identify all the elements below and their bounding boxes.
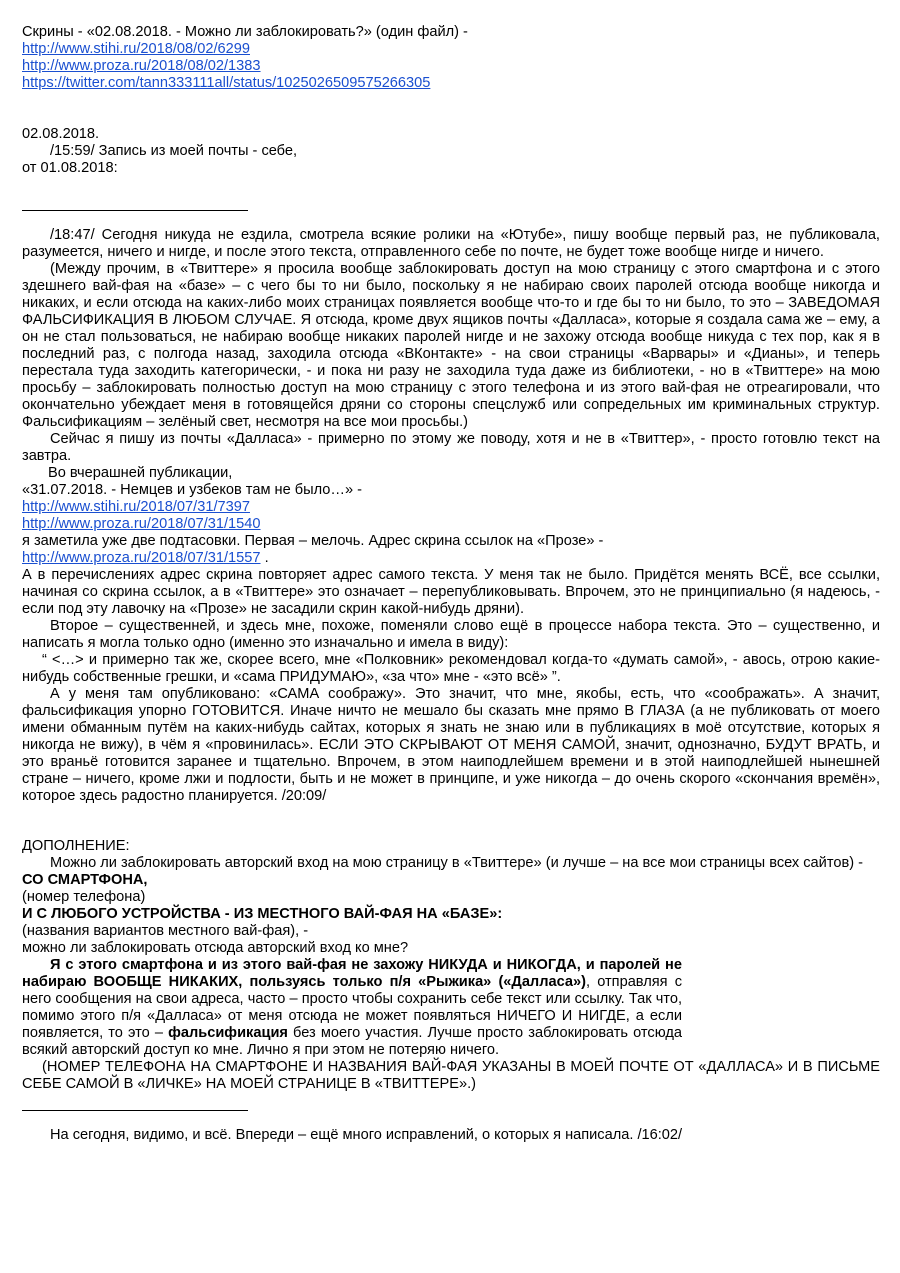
bold-line: СО СМАРТФОНА, xyxy=(22,872,148,888)
intro-line: /15:59/ Запись из моей почты - себе, xyxy=(50,143,298,159)
note-line: (названия вариантов местного вай-фая), - xyxy=(22,923,309,939)
footer-text: На сегодня, видимо, и всё. Впереди – ещё много исправлений, о которых я написала. /16:02/ xyxy=(50,1127,683,1143)
plain-text: без моего участия. Лучше просто заблокировать отсюда всякий авторский доступ ко мне. Лично я при этом не потеряю ничего. xyxy=(22,1025,682,1058)
link-stihi-2018-07-31[interactable]: http://www.stihi.ru/2018/07/31/7397 xyxy=(22,499,250,515)
bold-text: фальсификация xyxy=(168,1025,288,1041)
paragraph: /18:47/ Сегодня никуда не ездила, смотрела всякие ролики на «Ютубе», пишу вообще первый раз, не публиковала, разумеется, ничего и нигде, и после этого текста, отправленного себе по почте, не будет тоже вообще нигде и ничего. xyxy=(22,227,880,260)
question-line: можно ли заблокировать отсюда авторский вход ко мне? xyxy=(22,940,409,956)
quote-paragraph: “ <…> и примерно так же, скорее всего, мне «Полковник» рекомендовал когда-то «думать самой», - авось, отрою какие-нибудь собственные грешки, и «сама ПРИДУМАЮ», «за что» мне - «это всё» ”. xyxy=(22,652,880,685)
intro-date: 02.08.2018. xyxy=(22,126,100,142)
bold-text: Я с этого смартфона и из этого вай-фая не захожу НИКУДА и НИКОГДА, и паролей не набираю ВООБЩЕ НИКАКИХ, пользуясь только п/я «Рыжика» («Далласа») xyxy=(22,957,682,990)
plain-text: , отправляя с него сообщения на свои адреса, часто – просто чтобы сохранить себе текст или ссылку. Так что, помимо этого п/я «Далласа» от меня отсюда не может появляться НИЧЕГО И НИГДЕ, а если появляется, то это – xyxy=(22,974,682,1041)
note-line: (номер телефона) xyxy=(22,889,146,905)
bold-line: И С ЛЮБОГО УСТРОЙСТВА - ИЗ МЕСТНОГО ВАЙ-ФАЯ НА «БАЗЕ»: xyxy=(22,906,503,922)
link-proza-2018-07-31-1557[interactable]: http://www.proza.ru/2018/07/31/1557 xyxy=(22,550,261,566)
addendum-heading: ДОПОЛНЕНИЕ: xyxy=(22,838,130,854)
paragraph: Можно ли заблокировать авторский вход на мою страницу в «Твиттере» (и лучше – на все мои страницы всех сайтов) - xyxy=(50,855,863,871)
paragraph xyxy=(22,957,682,1059)
paragraph: А в перечислениях адрес скрина повторяет адрес самого текста. У меня так не было. Придётся менять ВСЁ, все ссылки, начиная со скрина ссылок, а в «Твиттере» это означает – перепубликовывать. Впрочем, это не принципиально (я надеюсь, - если под эту лавочку на «Прозе» не засадили скрин какой-нибудь дряни). xyxy=(22,567,880,617)
paragraph: Во вчерашней публикации, xyxy=(48,465,233,481)
publication-title: «31.07.2018. - Немцев и узбеков там не было…» - xyxy=(22,482,363,498)
link-twitter-status[interactable]: https://twitter.com/tann333111all/status/1025026509575266305 xyxy=(22,75,431,91)
link-proza-2018-08-02[interactable]: http://www.proza.ru/2018/08/02/1383 xyxy=(22,58,261,74)
caps-paragraph: (НОМЕР ТЕЛЕФОНА НА СМАРТФОНЕ И НАЗВАНИЯ ВАЙ-ФАЯ УКАЗАНЫ В МОЕЙ ПОЧТЕ ОТ «ДАЛЛАСА» И В ПИСЬМЕ СЕБЕ САМОЙ В «ЛИЧКЕ» НА МОЕЙ СТРАНИЦЕ В «ТВИТТЕРЕ».) xyxy=(22,1059,880,1092)
intro-line: от 01.08.2018: xyxy=(22,160,118,176)
document-page: Скрины - «02.08.2018. - Можно ли заблокировать?» (один файл) - http://www.stihi.ru/2018/08/02/6299 http://www.proza.ru/2018/08/02/1383 https://twitter.com/tann333111all/status/1025026509575266305 02.08.2018. /15:59/ Запись из моей почты - себе, от 01.08.2018: /18:47/ Сегодня никуда не ездила, смотрела всякие ролики на «Ютубе», пишу вообще первый раз, не публиковала, разумеется, ничего и нигде, и после этого текста, отправленного себе по почте, не будет тоже вообще нигде и ничего. (Между прочим, в «Твиттере» я просила вообще заблокировать доступ на мою страницу с этого смартфона и с этого здешнего вай-фая на «базе» – с чего бы то ни было, поскольку я не набираю своих паролей отсюда вообще никогда и никаких, и если отсюда на каких-либо моих страницах появляется вообще что-то и где бы то ни было, то это – ЗАВЕДОМАЯ ФАЛЬСИФИКАЦИЯ В ЛЮБОМ СЛУЧАЕ. Я отсюда, кроме двух ящиков почты «Далласа», которые я создала сама же – ему, а он не стал пользоваться, не набираю вообще никаких паролей нигде и не захожу отсюда вообще никуда с тех пор, как я в последний раз, с полгода назад, заходила отсюда «ВКонтакте» - на свои страницы «Варвары» и «Дианы», и теперь перестала туда заходить категорически, - и пока ни разу не заходила туда даже из библиотеки, - но в «Твиттере» на мою просьбу – заблокировать полностью доступ на мою страницу с этого телефона и из этого вай-фая не отреагировали, что окончательно убеждает меня в готовящейся дряни со стороны спецслужб или сопредельных им криминальных структур. Фальсификациям – зелёный свет, несмотря на все мои просьбы.) Сейчас я пишу из почты «Далласа» - примерно по этому же поводу, хотя и не в «Твиттер», - просто готовлю текст на завтра. Во вчерашней публикации, «31.07.2018. - Немцев и узбеков там не было…» - http://www.stihi.ru/2018/07/31/7397 http://www.proza.ru/2018/07/31/1540 я заметила уже две подтасовки. Первая – мелочь. Адрес скрина ссылок на «Прозе» - http://www.proza.ru/2018/07/31/1557 . А в перечислениях адрес скрина повторяет адрес самого текста. У меня так не было. Придётся менять ВСЁ, все ссылки, начиная со скрина ссылок, а в «Твиттере» это означает – перепубликовывать. Впрочем, это не принципиально (я надеюсь, - если под эту лавочку на «Прозе» не засадили скрин какой-нибудь дряни). Второе – существенней, и здесь мне, похоже, поменяли слово ещё в процессе набора текста. Это – существенно, и написать я могла только одно (именно это изначально и имела в виду): “ <…> и примерно так же, скорее всего, мне «Полковник» рекомендовал когда-то «думать самой», - авось, отрою какие-нибудь собственные грешки, и «сама ПРИДУМАЮ», «за что» мне - «это всё» ”. А у меня там опубликовано: «САМА соображу». Это значит, что мне, якобы, есть, что «соображать». А значит, фальсификация упорно ГОТОВИТСЯ. Иначе ничто не мешало бы сказать мне прямо В ГЛАЗА (а не публиковать от моего имени обманным путём на каких-нибудь сайтах, которых я знать не знаю или в публикациях в моё отсутствие, которых я никогда не вижу), в чём я «провинилась». ЕСЛИ ЭТО СКРЫВАЮТ ОТ МЕНЯ САМОЙ, значит, однозначно, БУДУТ ВРАТЬ, и это враньё готовится заранее и тщательно. Впрочем, в этом наиподлейшем времени и в этой наиподлейшей нынешней стране – ничего, кроме лжи и подлости, быть и не может в принципе, и уже никогда – до очень скорого «скончания времён», которое здесь радостно планируется. /20:09/ ДОПОЛНЕНИЕ: Можно ли заблокировать авторский вход на мою страницу в «Твиттере» (и лучше – на все мои страницы всех сайтов) - СО СМАРТФОНА, (номер телефона) И С ЛЮБОГО УСТРОЙСТВА - ИЗ МЕСТНОГО ВАЙ-ФАЯ НА «БАЗЕ»: (названия вариантов местного вай-фая), - можно ли заблокировать отсюда авторский вход ко мне? Я с этого смартфона и из этого вай-фая не захожу НИКУДА и НИКОГДА, и паролей не набираю ВООБЩЕ НИКАКИХ, пользуясь только п/я «Рыжика» («Далласа»), отправляя с него сообщения на свои адреса, часто – просто чтобы сохранить себе текст или ссылку. Так что, помимо этого п/я «Далласа» от меня отсюда не может появляться НИЧЕГО И НИГДЕ, а если появляется, то это – фальсификация без моего участия. Лучше просто заблокировать отсюда всякий авторский доступ ко мне. Лично я при этом не потеряю ничего. (НОМЕР ТЕЛЕФОНА НА СМАРТФОНЕ И НАЗВАНИЯ ВАЙ-ФАЯ УКАЗАНЫ В МОЕЙ ПОЧТЕ ОТ «ДАЛЛАСА» И В ПИСЬМЕ СЕБЕ САМОЙ В «ЛИЧКЕ» НА МОЕЙ СТРАНИЦЕ В «ТВИТТЕРЕ».) На сегодня, видимо, и всё. Впереди – ещё много исправлений, о которых я написала. /16:02/ xyxy=(22,24,880,1143)
paragraph: Второе – существенней, и здесь мне, похоже, поменяли слово ещё в процессе набора текста. Это – существенно, и написать я могла только одно (именно это изначально и имела в виду): xyxy=(22,618,880,651)
paragraph: А у меня там опубликовано: «САМА соображу». Это значит, что мне, якобы, есть, что «соображать». А значит, фальсификация упорно ГОТОВИТСЯ. Иначе ничто не мешало бы сказать мне прямо В ГЛАЗА (а не публиковать от моего имени обманным путём на каких-нибудь сайтах, которых я знать не знаю или в публикациях в моё отсутствие, которых я никогда не вижу), в чём я «провинилась». ЕСЛИ ЭТО СКРЫВАЮТ ОТ МЕНЯ САМОЙ, значит, однозначно, БУДУТ ВРАТЬ, и это враньё готовится заранее и тщательно. Впрочем, в этом наиподлейшем времени и в этой наиподлейшей нынешней стране – ничего, кроме лжи и подлости, быть и не может в принципе, и уже никогда – до очень скорого «скончания времён», которое здесь радостно планируется. /20:09/ xyxy=(22,686,880,804)
paragraph: (Между прочим, в «Твиттере» я просила вообще заблокировать доступ на мою страницу с этого смартфона и с этого здешнего вай-фая на «базе» – с чего бы то ни было, поскольку я не набираю своих паролей отсюда вообще никогда и никаких, и если отсюда на каких-либо моих страницах появляется вообще что-то и где бы то ни было, то это – ЗАВЕДОМАЯ ФАЛЬСИФИКАЦИЯ В ЛЮБОМ СЛУЧАЕ. Я отсюда, кроме двух ящиков почты «Далласа», которые я создала сама же – ему, а он не стал пользоваться, не набираю вообще никаких паролей нигде и не захожу отсюда вообще никуда с тех пор, как я в последний раз, с полгода назад, заходила отсюда «ВКонтакте» - на свои страницы «Варвары» и «Дианы», и теперь перестала туда заходить категорически, - и пока ни разу не заходила туда даже из библиотеки, - но в «Твиттере» на мою просьбу – заблокировать полностью доступ на мою страницу с этого телефона и из этого вай-фая не отреагировали, что окончательно убеждает меня в готовящейся дряни со стороны спецслужб или сопредельных им криминальных структур. Фальсификациям – зелёный свет, несмотря на все мои просьбы.) xyxy=(22,261,880,430)
link-proza-2018-07-31-1540[interactable]: http://www.proza.ru/2018/07/31/1540 xyxy=(22,516,261,532)
paragraph: Сейчас я пишу из почты «Далласа» - примерно по этому же поводу, хотя и не в «Твиттер», - просто готовлю текст на завтра. xyxy=(22,431,880,464)
header-title: Скрины - «02.08.2018. - Можно ли заблокировать?» (один файл) - xyxy=(22,24,468,40)
link-stihi-2018-08-02[interactable]: http://www.stihi.ru/2018/08/02/6299 xyxy=(22,41,250,57)
paragraph: я заметила уже две подтасовки. Первая – мелочь. Адрес скрина ссылок на «Прозе» - xyxy=(22,533,604,549)
